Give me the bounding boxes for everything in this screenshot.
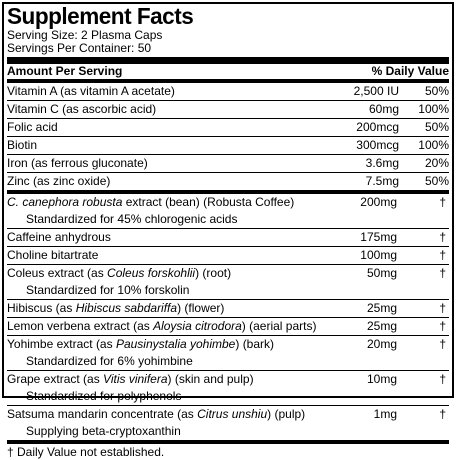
- nutrient-amount: 60mg: [368, 102, 399, 116]
- dagger-mark: †: [439, 230, 446, 244]
- nutrient-amount: 7.5mg: [365, 174, 399, 188]
- ingredient-name: Choline bitartrate: [7, 248, 99, 262]
- nutrient-row: [7, 173, 449, 194]
- ingredient-latin: Vitis vinifera: [103, 372, 168, 386]
- serving-size: Serving Size: 2 Plasma Caps: [7, 28, 163, 42]
- ingredient-amount: 200mg: [360, 195, 397, 209]
- nutrient-name: Biotin: [7, 138, 38, 152]
- ingredient-latin: C. canephora robusta: [7, 195, 123, 209]
- ingredient-amount: 20mg: [366, 337, 397, 351]
- ingredient-row: [7, 300, 449, 318]
- ingredient-part: ) (root): [195, 266, 232, 280]
- dagger-mark: †: [439, 266, 446, 280]
- ingredient-row: [7, 194, 449, 211]
- ingredient-amount: 1mg: [373, 407, 397, 421]
- nutrient-row: [7, 119, 449, 137]
- amount-per-serving-header: Amount Per Serving: [7, 64, 123, 78]
- subnote-text: Standardized for 45% chlorogenic acids: [26, 212, 238, 226]
- ingredient-subnote: [7, 423, 449, 444]
- nutrient-row: [7, 155, 449, 173]
- ingredient-amount: 10mg: [366, 372, 397, 386]
- nutrient-dv: 100%: [418, 138, 449, 152]
- ingredient-name: Coleus extract (as: [7, 266, 108, 280]
- nutrient-amount: 2,500 IU: [353, 84, 399, 98]
- dagger-mark: †: [439, 248, 446, 262]
- ingredient-latin: Hibiscus sabdariffa: [75, 301, 178, 315]
- ingredient-latin: Pausinystalia yohimbe: [115, 337, 236, 351]
- nutrient-name: Vitamin C (as ascorbic acid): [7, 102, 157, 116]
- ingredient-subnote: [7, 211, 449, 229]
- ingredient-name: Yohimbe extract (as: [7, 337, 116, 351]
- nutrient-dv: 50%: [424, 174, 449, 188]
- supplement-facts-panel: [2, 2, 454, 459]
- ingredient-row: [7, 406, 449, 423]
- ingredient-latin: Aloysia citrodora: [153, 319, 242, 333]
- dagger-mark: †: [439, 372, 446, 386]
- ingredient-latin: Coleus forskohlii: [107, 266, 196, 280]
- ingredient-amount: 50mg: [366, 266, 397, 280]
- ingredient-part: ) (flower): [177, 301, 225, 315]
- nutrient-dv: 20%: [424, 156, 449, 170]
- ingredient-amount: 175mg: [360, 230, 397, 244]
- subnote-text: Supplying beta-cryptoxanthin: [26, 424, 181, 438]
- nutrient-name: Folic acid: [7, 120, 58, 134]
- daily-value-header: % Daily Value: [371, 64, 449, 78]
- ingredient-subnote: [7, 282, 449, 300]
- servings-per-container: Servings Per Container: 50: [7, 41, 152, 55]
- nutrient-dv: 50%: [424, 84, 449, 98]
- dagger-mark: †: [439, 195, 446, 209]
- nutrient-dv: 100%: [418, 102, 449, 116]
- dagger-mark: †: [439, 337, 446, 351]
- ingredient-part: ) (bark): [235, 337, 275, 351]
- nutrient-row: [7, 137, 449, 155]
- nutrient-amount: 200mcg: [356, 120, 399, 134]
- dagger-mark: †: [439, 319, 446, 333]
- nutrient-row: [7, 83, 449, 101]
- ingredient-name: Satsuma mandarin concentrate (as: [7, 407, 198, 421]
- footnote: † Daily Value not established.: [7, 445, 165, 459]
- ingredient-row: [7, 318, 449, 336]
- nutrient-row: [7, 101, 449, 119]
- nutrient-name: Zinc (as zinc oxide): [7, 174, 111, 188]
- ingredient-amount: 25mg: [366, 301, 397, 315]
- ingredient-row: [7, 265, 449, 282]
- ingredient-part: ) (pulp): [267, 407, 306, 421]
- ingredient-name: extract (bean) (Robusta Coffee): [122, 195, 295, 209]
- thick-divider: [7, 57, 449, 64]
- ingredient-subnote: [7, 388, 449, 406]
- subnote-text: Standardized for 10% forskolin: [26, 283, 190, 297]
- ingredient-amount: 100mg: [360, 248, 397, 262]
- nutrient-dv: 50%: [424, 120, 449, 134]
- ingredient-row: [7, 247, 449, 265]
- dagger-mark: †: [439, 407, 446, 421]
- nutrient-name: Vitamin A (as vitamin A acetate): [7, 84, 175, 98]
- ingredient-latin: Citrus unshiu: [197, 407, 268, 421]
- nutrient-amount: 300mcg: [356, 138, 399, 152]
- ingredient-amount: 25mg: [366, 319, 397, 333]
- ingredient-row: [7, 371, 449, 388]
- subnote-text: Standardized for 6% yohimbine: [26, 354, 193, 368]
- ingredient-row: [7, 229, 449, 247]
- ingredient-name: Grape extract (as: [7, 372, 104, 386]
- nutrient-amount: 3.6mg: [365, 156, 399, 170]
- dagger-mark: †: [439, 301, 446, 315]
- panel-title: Supplement Facts: [7, 3, 194, 29]
- subnote-text: Standardized for polyphenols: [26, 389, 182, 403]
- ingredient-part: ) (skin and pulp): [167, 372, 254, 386]
- ingredient-subnote: [7, 353, 449, 371]
- ingredient-row: [7, 336, 449, 353]
- nutrient-name: Iron (as ferrous gluconate): [7, 156, 148, 170]
- ingredient-name: Lemon verbena extract (as: [7, 319, 154, 333]
- column-header: [7, 64, 449, 79]
- ingredient-name: Caffeine anhydrous: [7, 230, 111, 244]
- ingredient-name: Hibiscus (as: [7, 301, 76, 315]
- ingredient-part: ) (aerial parts): [241, 319, 317, 333]
